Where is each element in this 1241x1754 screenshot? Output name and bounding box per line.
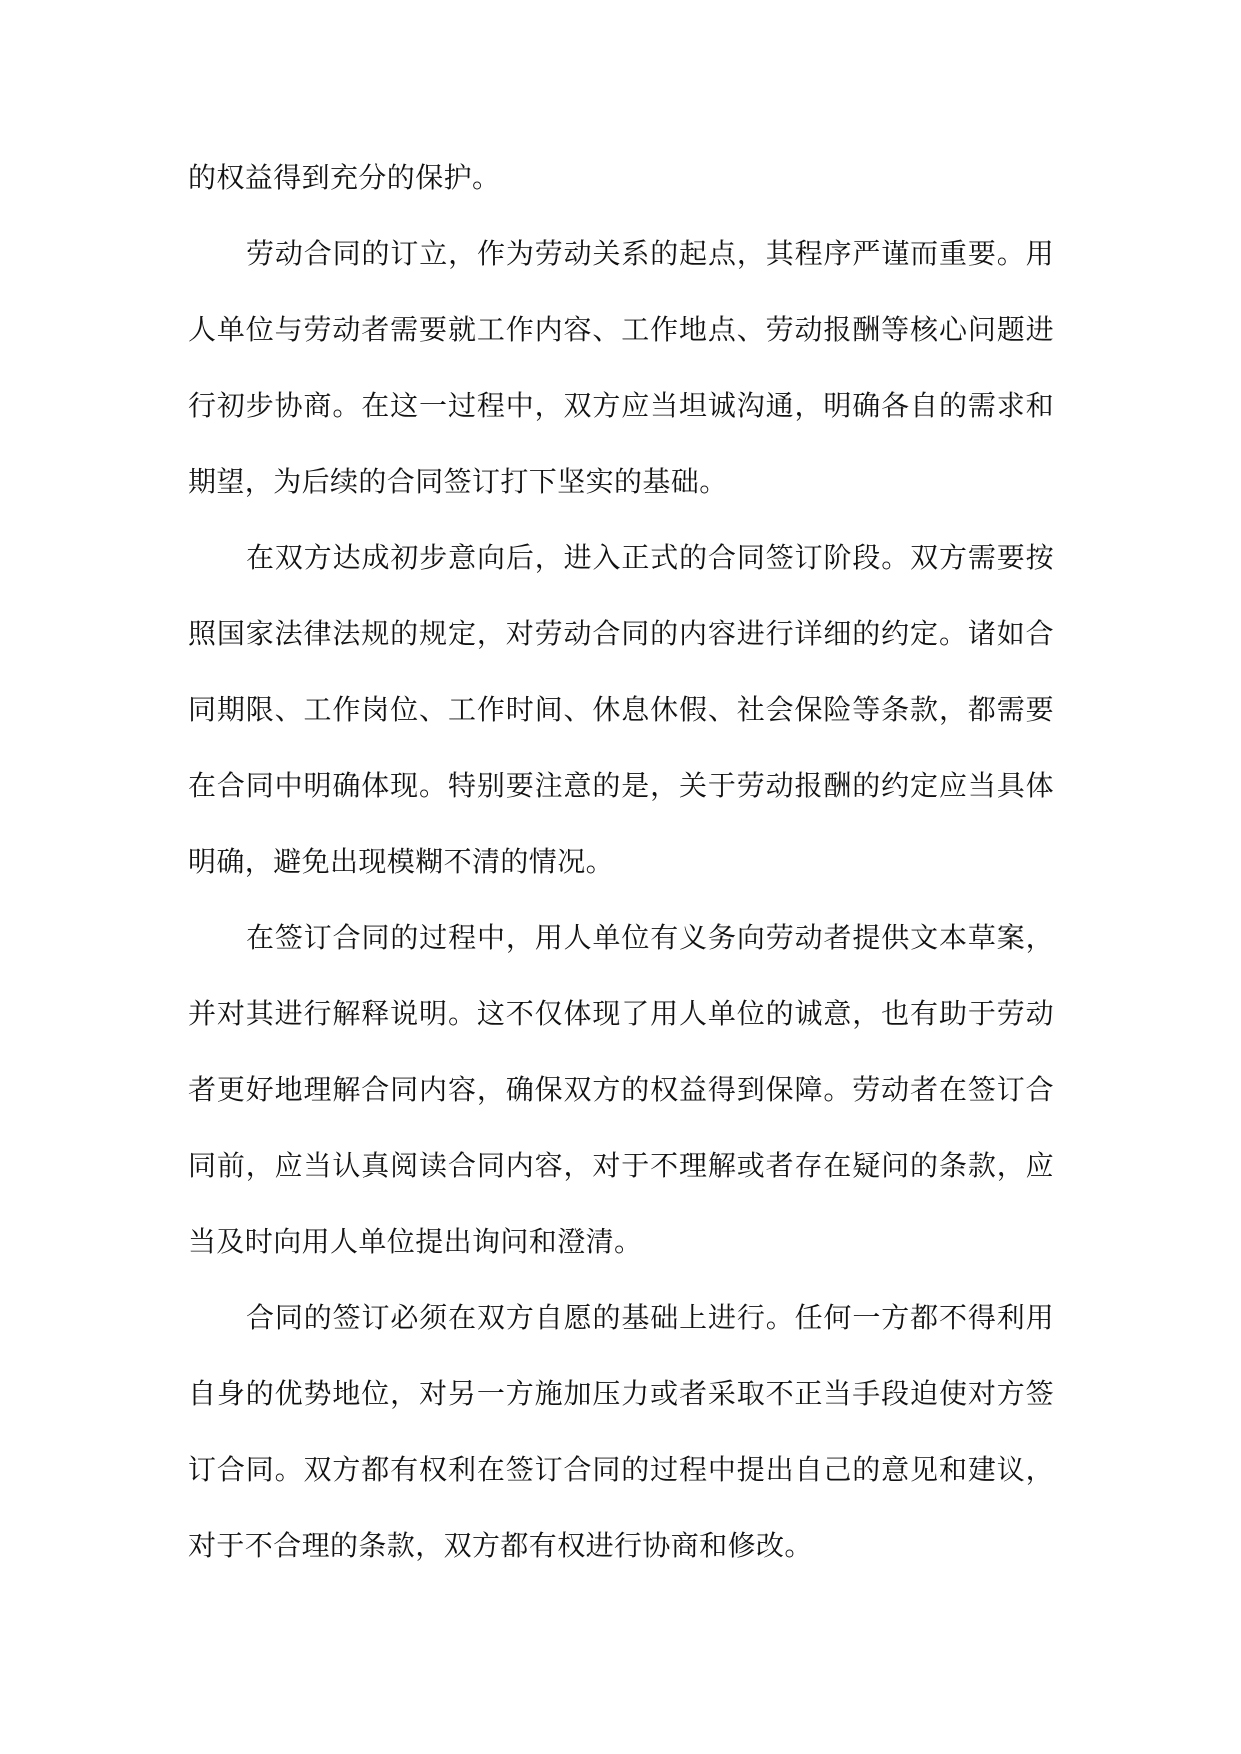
document-page xyxy=(188,140,1054,1584)
paragraph-continuation: 的权益得到充分的保护。 xyxy=(188,161,501,194)
paragraph-employer-obligation: 在签订合同的过程中，用人单位有义务向劳动者提供文本草案，并对其进行解释说明。这不仅体现了用人单位的诚意，也有助于劳动者更好地理解合同内容，确保双方的权益得到保障。劳动者在签订合同前，应当认真阅读合同内容，对于不理解或者存在疑问的条款，应当及时向用人单位提出询问和澄清。 xyxy=(188,921,1054,1258)
paragraph-formal-signing: 在双方达成初步意向后，进入正式的合同签订阶段。双方需要按照国家法律法规的规定，对劳动合同的内容进行详细的约定。诸如合同期限、工作岗位、工作时间、休息休假、社会保险等条款，都需要在合同中明确体现。特别要注意的是，关于劳动报酬的约定应当具体明确，避免出现模糊不清的情况。 xyxy=(188,541,1054,878)
paragraph-voluntary-signing: 合同的签订必须在双方自愿的基础上进行。任何一方都不得利用自身的优势地位，对另一方施加压力或者采取不正当手段迫使对方签订合同。双方都有权利在签订合同的过程中提出自己的意见和建议，对于不合理的条款，双方都有权进行协商和修改。 xyxy=(188,1301,1054,1562)
paragraph-contract-formation: 劳动合同的订立，作为劳动关系的起点，其程序严谨而重要。用人单位与劳动者需要就工作内容、工作地点、劳动报酬等核心问题进行初步协商。在这一过程中，双方应当坦诚沟通，明确各自的需求和期望，为后续的合同签订打下坚实的基础。 xyxy=(188,237,1054,498)
